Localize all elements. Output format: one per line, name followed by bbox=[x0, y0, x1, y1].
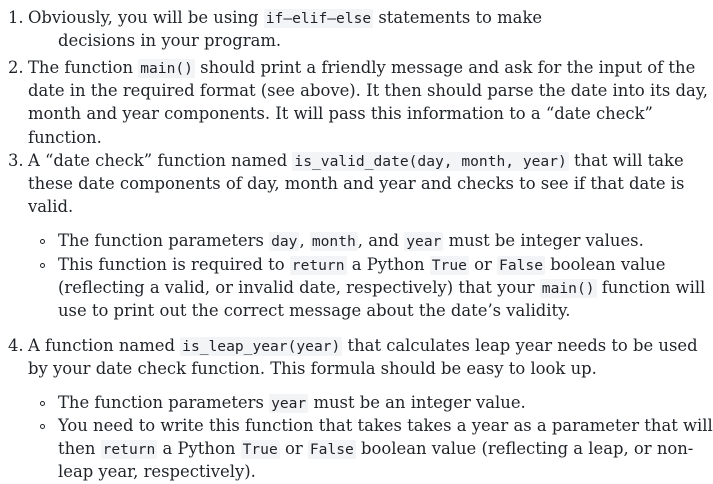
text-run: , bbox=[299, 231, 310, 250]
text-run: that calculates leap year needs to be used bbox=[342, 336, 698, 355]
sub-list-item-text-line bbox=[58, 391, 526, 415]
hollow-bullet-icon bbox=[40, 239, 45, 244]
hollow-bullet-icon bbox=[40, 424, 45, 429]
text-run: then bbox=[58, 439, 101, 459]
inline-code: return bbox=[291, 257, 345, 274]
text-run: boolean value bbox=[544, 255, 666, 274]
text-run: these date components of day, month and year and checks to see if that date is bbox=[28, 174, 685, 194]
text-run: The function parameters bbox=[58, 231, 270, 250]
text-run: must be integer values. bbox=[443, 231, 644, 250]
text-run: a Python bbox=[157, 439, 241, 459]
text-run: function will bbox=[596, 278, 706, 298]
text-run: decisions in your program. bbox=[58, 31, 282, 51]
sub-list-item-text-line bbox=[58, 229, 644, 253]
list-item-text-line bbox=[28, 357, 597, 380]
sub-list-item-text-line bbox=[58, 414, 713, 437]
inline-code: main() bbox=[541, 280, 595, 298]
list-item-text-line bbox=[28, 172, 684, 195]
text-run: use to print out the correct message about the date’s validity. bbox=[58, 301, 571, 321]
text-run: or bbox=[468, 255, 498, 274]
text-run: A “date check” function named bbox=[28, 151, 293, 170]
inline-code: if–elif–else bbox=[265, 10, 372, 27]
list-item-number: 2. bbox=[8, 58, 24, 77]
inline-code: is_valid_date(day, month, year) bbox=[294, 153, 567, 170]
list-item-text-line bbox=[28, 6, 542, 30]
text-run: You need to write this function that takes takes a year as a parameter that will bbox=[58, 416, 713, 435]
inline-code: True bbox=[431, 257, 467, 274]
inline-code: True bbox=[242, 441, 278, 459]
text-run: This function is required to bbox=[58, 255, 290, 274]
text-run: The function bbox=[28, 58, 139, 77]
sub-list-item-text-line bbox=[58, 276, 705, 300]
text-run: or bbox=[279, 439, 308, 459]
sub-list-item-text-line bbox=[58, 437, 693, 461]
hollow-bullet-icon bbox=[40, 401, 45, 406]
list-item-text-line bbox=[28, 56, 695, 80]
text-run: that will take bbox=[568, 151, 684, 170]
text-run: by your date check function. This formula should be easy to look up. bbox=[28, 359, 597, 379]
text-run: A function named bbox=[28, 336, 181, 355]
inline-code: year bbox=[406, 233, 442, 250]
list-item-text-line bbox=[28, 334, 698, 358]
list-item-text-line bbox=[28, 126, 102, 149]
sub-list-item-text-line bbox=[58, 460, 256, 483]
list-item-number: 3. bbox=[8, 151, 24, 170]
list-item-text-line bbox=[28, 79, 708, 102]
inline-code: False bbox=[309, 441, 354, 459]
text-run: leap year, respectively). bbox=[58, 462, 256, 482]
text-run: Obviously, you will be using bbox=[28, 8, 264, 27]
text-run: The function parameters bbox=[58, 393, 270, 412]
inline-code: return bbox=[102, 441, 156, 459]
list-item-text-line bbox=[28, 149, 684, 173]
inline-code: month bbox=[311, 233, 356, 250]
text-run: date in the required format (see above). It then should parse the date into its day, bbox=[28, 81, 709, 101]
hollow-bullet-icon bbox=[40, 263, 45, 268]
text-run: month and year components. It will pass this information to a “date check” bbox=[28, 104, 653, 124]
text-run: function. bbox=[28, 127, 102, 147]
list-item-text-line bbox=[58, 29, 281, 52]
list-item-number: 1. bbox=[8, 8, 24, 27]
text-run: , and bbox=[357, 231, 405, 250]
list-item-text-line bbox=[28, 195, 73, 218]
text-run: (reflecting a valid, or invalid date, respectively) that your bbox=[58, 278, 540, 298]
text-run: must be an integer value. bbox=[308, 393, 526, 412]
text-run: should print a friendly message and ask for the input of the bbox=[194, 58, 696, 77]
sub-list-item-text-line bbox=[58, 253, 665, 277]
inline-code: year bbox=[271, 395, 307, 412]
list-item-number: 4. bbox=[8, 336, 24, 355]
inline-code: day bbox=[271, 233, 298, 250]
list-item-text-line bbox=[28, 102, 653, 125]
text-run: boolean value (reflecting a leap, or non- bbox=[355, 439, 694, 459]
text-run: valid. bbox=[28, 197, 74, 217]
sub-list-item-text-line bbox=[58, 299, 570, 322]
inline-code: False bbox=[499, 257, 543, 274]
text-run: statements to make bbox=[373, 8, 543, 27]
inline-code: main() bbox=[140, 60, 193, 77]
text-run: a Python bbox=[346, 255, 430, 274]
inline-code: is_leap_year(year) bbox=[182, 338, 341, 355]
